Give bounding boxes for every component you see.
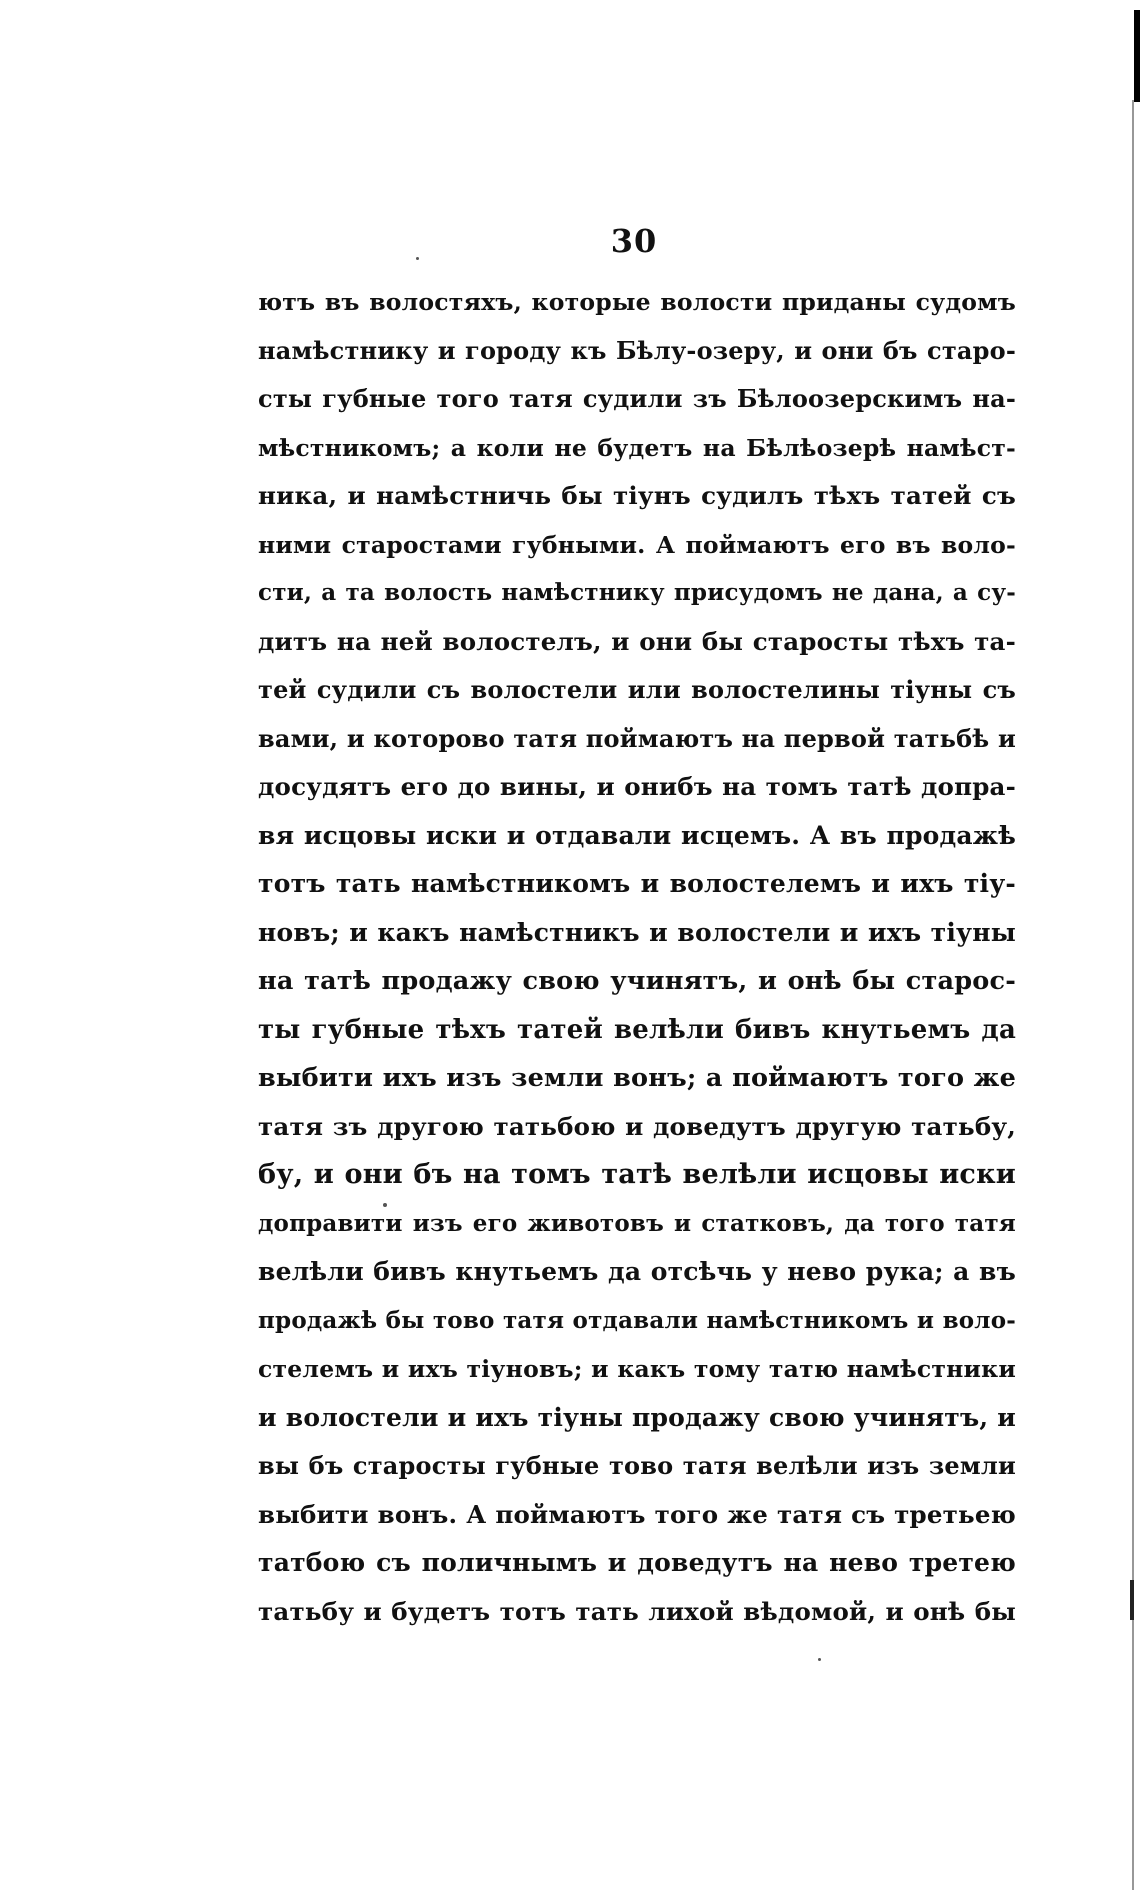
text-line: татбою съ поличнымъ и доведутъ на нево третею	[258, 1548, 1016, 1577]
text-line: вы бъ старосты губные тово татя велѣли изъ земли	[258, 1451, 1016, 1480]
text-line: ника, и намѣстничь бы тіунъ судилъ тѣхъ татей съ	[258, 481, 1016, 510]
text-line: намѣстнику и городу къ Бѣлу-озеру, и они бъ старо-	[258, 335, 1016, 365]
text-line: ты губные тѣхъ татей велѣли бивъ кнутьемъ да	[258, 1014, 1016, 1045]
scan-page-edge	[1128, 0, 1140, 1899]
text-line: на татѣ продажу свою учинятъ, и онѣ бы старос-	[258, 966, 1016, 996]
text-line: мѣстникомъ; а коли не будетъ на Бѣлѣозерѣ намѣст-	[258, 433, 1016, 462]
text-line: ютъ въ волостяхъ, которые волости приданы судомъ	[258, 288, 1016, 316]
text-line: тей судили съ волостели или волостелины тіуны съ	[258, 675, 1016, 704]
text-line: тотъ тать намѣстникомъ и волостелемъ и ихъ тіу-	[258, 869, 1016, 898]
text-line: татя зъ другою татьбою и доведутъ другую татьбу,	[258, 1111, 1016, 1141]
text-line: ними старостами губными. А поймаютъ его въ воло-	[258, 530, 1016, 559]
scan-edge-mark	[1130, 1580, 1134, 1620]
text-line: стелемъ и ихъ тіуновъ; и какъ тому татю намѣстники	[258, 1355, 1016, 1383]
text-line: новъ; и какъ намѣстникъ и волостели и ихъ тіуны	[258, 917, 1016, 947]
text-line: вя исцовы иски и отдавали исцемъ. А въ продажѣ	[258, 820, 1016, 850]
scan-edge-line	[1132, 100, 1134, 1890]
text-line: велѣли бивъ кнутьемъ да отсѣчь у нево рука; а въ	[258, 1257, 1016, 1286]
text-line: бу, и они бъ на томъ татѣ велѣли исцовы иски	[258, 1159, 1016, 1190]
body-text	[258, 278, 1016, 1636]
text-line: выбити вонъ. А поймаютъ того же татя съ третьею	[258, 1499, 1016, 1529]
text-line: дитъ на ней волостелъ, и они бы старосты тѣхъ та-	[258, 626, 1016, 656]
scan-speck	[383, 1203, 387, 1207]
text-line: сты губные того татя судили зъ Бѣлоозерскимъ на-	[258, 384, 1016, 413]
scan-speck	[416, 257, 419, 260]
scan-speck	[818, 1658, 821, 1661]
text-line: сти, а та волость намѣстнику присудомъ не дана, а су-	[258, 579, 1016, 606]
scan-edge-mark	[1134, 10, 1140, 102]
text-line: и волостели и ихъ тіуны продажу свою учинятъ, и	[258, 1402, 1016, 1432]
text-line: досудятъ его до вины, и онибъ на томъ татѣ допра-	[258, 772, 1016, 801]
text-line: доправити изъ его животовъ и статковъ, да того татя	[258, 1209, 1016, 1237]
text-line: татьбу и будетъ тотъ тать лихой вѣдомой, и онѣ бы	[258, 1596, 1016, 1626]
text-line: продажѣ бы тово татя отдавали намѣстникомъ и воло-	[258, 1306, 1016, 1334]
text-line: вами, и которово татя поймаютъ на первой татьбѣ и	[258, 723, 1016, 753]
page-number: 30	[610, 222, 658, 260]
text-line: выбити ихъ изъ земли вонъ; а поймаютъ того же	[258, 1063, 1016, 1093]
